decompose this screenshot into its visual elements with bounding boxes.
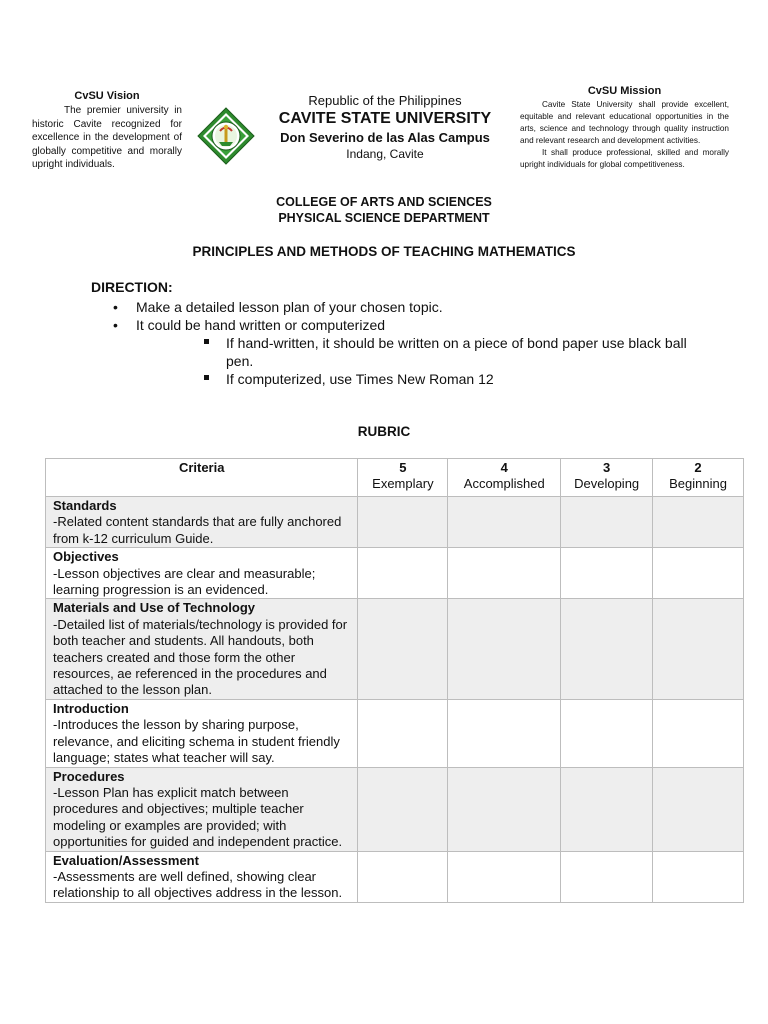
direction-list xyxy=(91,298,691,388)
list-item xyxy=(91,298,691,316)
campus-location: Indang, Cavite xyxy=(346,147,424,161)
score-5-number: 5 xyxy=(399,460,407,475)
score-3-cell[interactable] xyxy=(561,497,653,548)
criteria-name: Introduction xyxy=(53,700,129,716)
score-4-cell[interactable] xyxy=(448,497,561,548)
score-2-cell[interactable] xyxy=(653,548,744,599)
table-row xyxy=(46,548,744,599)
score-2-cell[interactable] xyxy=(653,599,744,699)
mission-paragraph-2: It shall produce professional, skilled and morally upright individuals for global competitiveness. xyxy=(520,148,729,169)
score-5-cell[interactable] xyxy=(358,599,448,699)
criteria-description: -Related content standards that are fully anchored from k-12 curriculum Guide. xyxy=(53,514,342,546)
department-name: PHYSICAL SCIENCE DEPARTMENT xyxy=(278,211,490,225)
criteria-name: Evaluation/Assessment xyxy=(53,852,199,868)
mission-title: CvSU Mission xyxy=(587,85,662,97)
rubric-table xyxy=(45,458,744,903)
criteria-name: Standards xyxy=(53,498,117,513)
mission-block xyxy=(520,85,729,171)
table-row xyxy=(46,599,744,699)
direction-sub-1: If hand-written, it should be written on a piece of bond paper use black ball pen. xyxy=(226,335,687,369)
score-3-header xyxy=(561,459,653,497)
score-2-cell[interactable] xyxy=(653,851,744,902)
score-2-cell[interactable] xyxy=(653,767,744,851)
criteria-description: -Assessments are well defined, showing clear relationship to all objectives address in the lesson. xyxy=(53,868,343,901)
square-bullet-icon xyxy=(204,375,209,380)
score-2-cell[interactable] xyxy=(653,699,744,767)
university-header xyxy=(240,92,530,162)
table-row xyxy=(46,767,744,851)
score-4-cell[interactable] xyxy=(448,699,561,767)
vision-title: CvSU Vision xyxy=(74,90,140,102)
table-row xyxy=(46,851,744,902)
score-3-cell[interactable] xyxy=(561,548,653,599)
score-4-number: 4 xyxy=(500,460,508,475)
score-3-cell[interactable] xyxy=(561,599,653,699)
score-4-header xyxy=(448,459,561,497)
list-item xyxy=(91,316,691,334)
score-4-cell[interactable] xyxy=(448,599,561,699)
criteria-header: Criteria xyxy=(46,459,358,497)
table-row xyxy=(46,497,744,548)
list-item xyxy=(91,334,691,370)
square-bullet-icon xyxy=(204,339,209,344)
score-4-label: Accomplished xyxy=(463,476,545,492)
mission-paragraph-1: Cavite State University shall provide excellent, equitable and relevant educational opportunities in the arts, science and technology through quality instruction and relevant research and development activities. xyxy=(520,100,729,145)
rubric-title: RUBRIC xyxy=(357,424,411,439)
criteria-cell xyxy=(46,851,358,902)
direction-bullet-2: It could be hand written or computerized xyxy=(136,317,386,333)
score-5-header xyxy=(358,459,448,497)
university-name: CAVITE STATE UNIVERSITY xyxy=(278,110,492,127)
criteria-description: -Lesson objectives are clear and measurable; learning progression is an evidenced. xyxy=(53,565,316,598)
criteria-description: -Lesson Plan has explicit match between procedures and objectives; multiple teacher modeling or examples are provided; with opportunities for guided and independent practice. xyxy=(53,784,343,850)
republic-label: Republic of the Philippines xyxy=(308,93,462,108)
bullet-icon: • xyxy=(113,299,118,315)
score-3-cell[interactable] xyxy=(561,699,653,767)
score-3-cell[interactable] xyxy=(561,851,653,902)
score-5-cell[interactable] xyxy=(358,497,448,548)
criteria-cell xyxy=(46,599,358,699)
department-heading xyxy=(0,194,768,226)
score-2-header xyxy=(653,459,744,497)
criteria-name: Procedures xyxy=(53,768,125,784)
direction-sub-2: If computerized, use Times New Roman 12 xyxy=(226,371,494,387)
criteria-description: -Introduces the lesson by sharing purpose, relevance, and eliciting schema in student friendly language; states what teacher will say. xyxy=(53,717,340,766)
score-3-cell[interactable] xyxy=(561,767,653,851)
list-item xyxy=(91,370,691,388)
criteria-cell xyxy=(46,497,358,548)
score-5-cell[interactable] xyxy=(358,851,448,902)
direction-bullet-1: Make a detailed lesson plan of your chosen topic. xyxy=(136,299,443,315)
criteria-name: Materials and Use of Technology xyxy=(53,600,256,616)
score-5-cell[interactable] xyxy=(358,699,448,767)
college-name: COLLEGE OF ARTS AND SCIENCES xyxy=(276,195,492,209)
score-5-cell[interactable] xyxy=(358,767,448,851)
bullet-icon: • xyxy=(113,317,118,333)
score-4-cell[interactable] xyxy=(448,851,561,902)
campus-name: Don Severino de las Alas Campus xyxy=(280,130,490,145)
criteria-name: Objectives xyxy=(53,549,119,565)
score-3-number: 3 xyxy=(603,460,611,475)
criteria-cell xyxy=(46,548,358,599)
criteria-cell xyxy=(46,767,358,851)
score-4-cell[interactable] xyxy=(448,548,561,599)
criteria-cell xyxy=(46,699,358,767)
vision-text: The premier university in historic Cavite recognized for excellence in the development of globally competitive and morally upright individuals. xyxy=(32,105,182,170)
score-4-cell[interactable] xyxy=(448,767,561,851)
criteria-description: -Detailed list of materials/technology is provided for both teacher and students. All handouts, both teachers created and those form the other resources, ae referenced in the procedures and attached to the lesson plan. xyxy=(53,616,348,698)
course-title: PRINCIPLES AND METHODS OF TEACHING MATHEMATICS xyxy=(192,244,576,259)
score-3-label: Developing xyxy=(574,476,640,492)
table-row xyxy=(46,699,744,767)
table-header-row xyxy=(46,459,744,497)
vision-block xyxy=(32,90,182,172)
score-2-number: 2 xyxy=(694,460,702,475)
score-5-cell[interactable] xyxy=(358,548,448,599)
score-2-cell[interactable] xyxy=(653,497,744,548)
score-5-label: Exemplary xyxy=(372,476,434,492)
score-2-label: Beginning xyxy=(669,476,727,492)
direction-label: DIRECTION: xyxy=(91,279,173,295)
